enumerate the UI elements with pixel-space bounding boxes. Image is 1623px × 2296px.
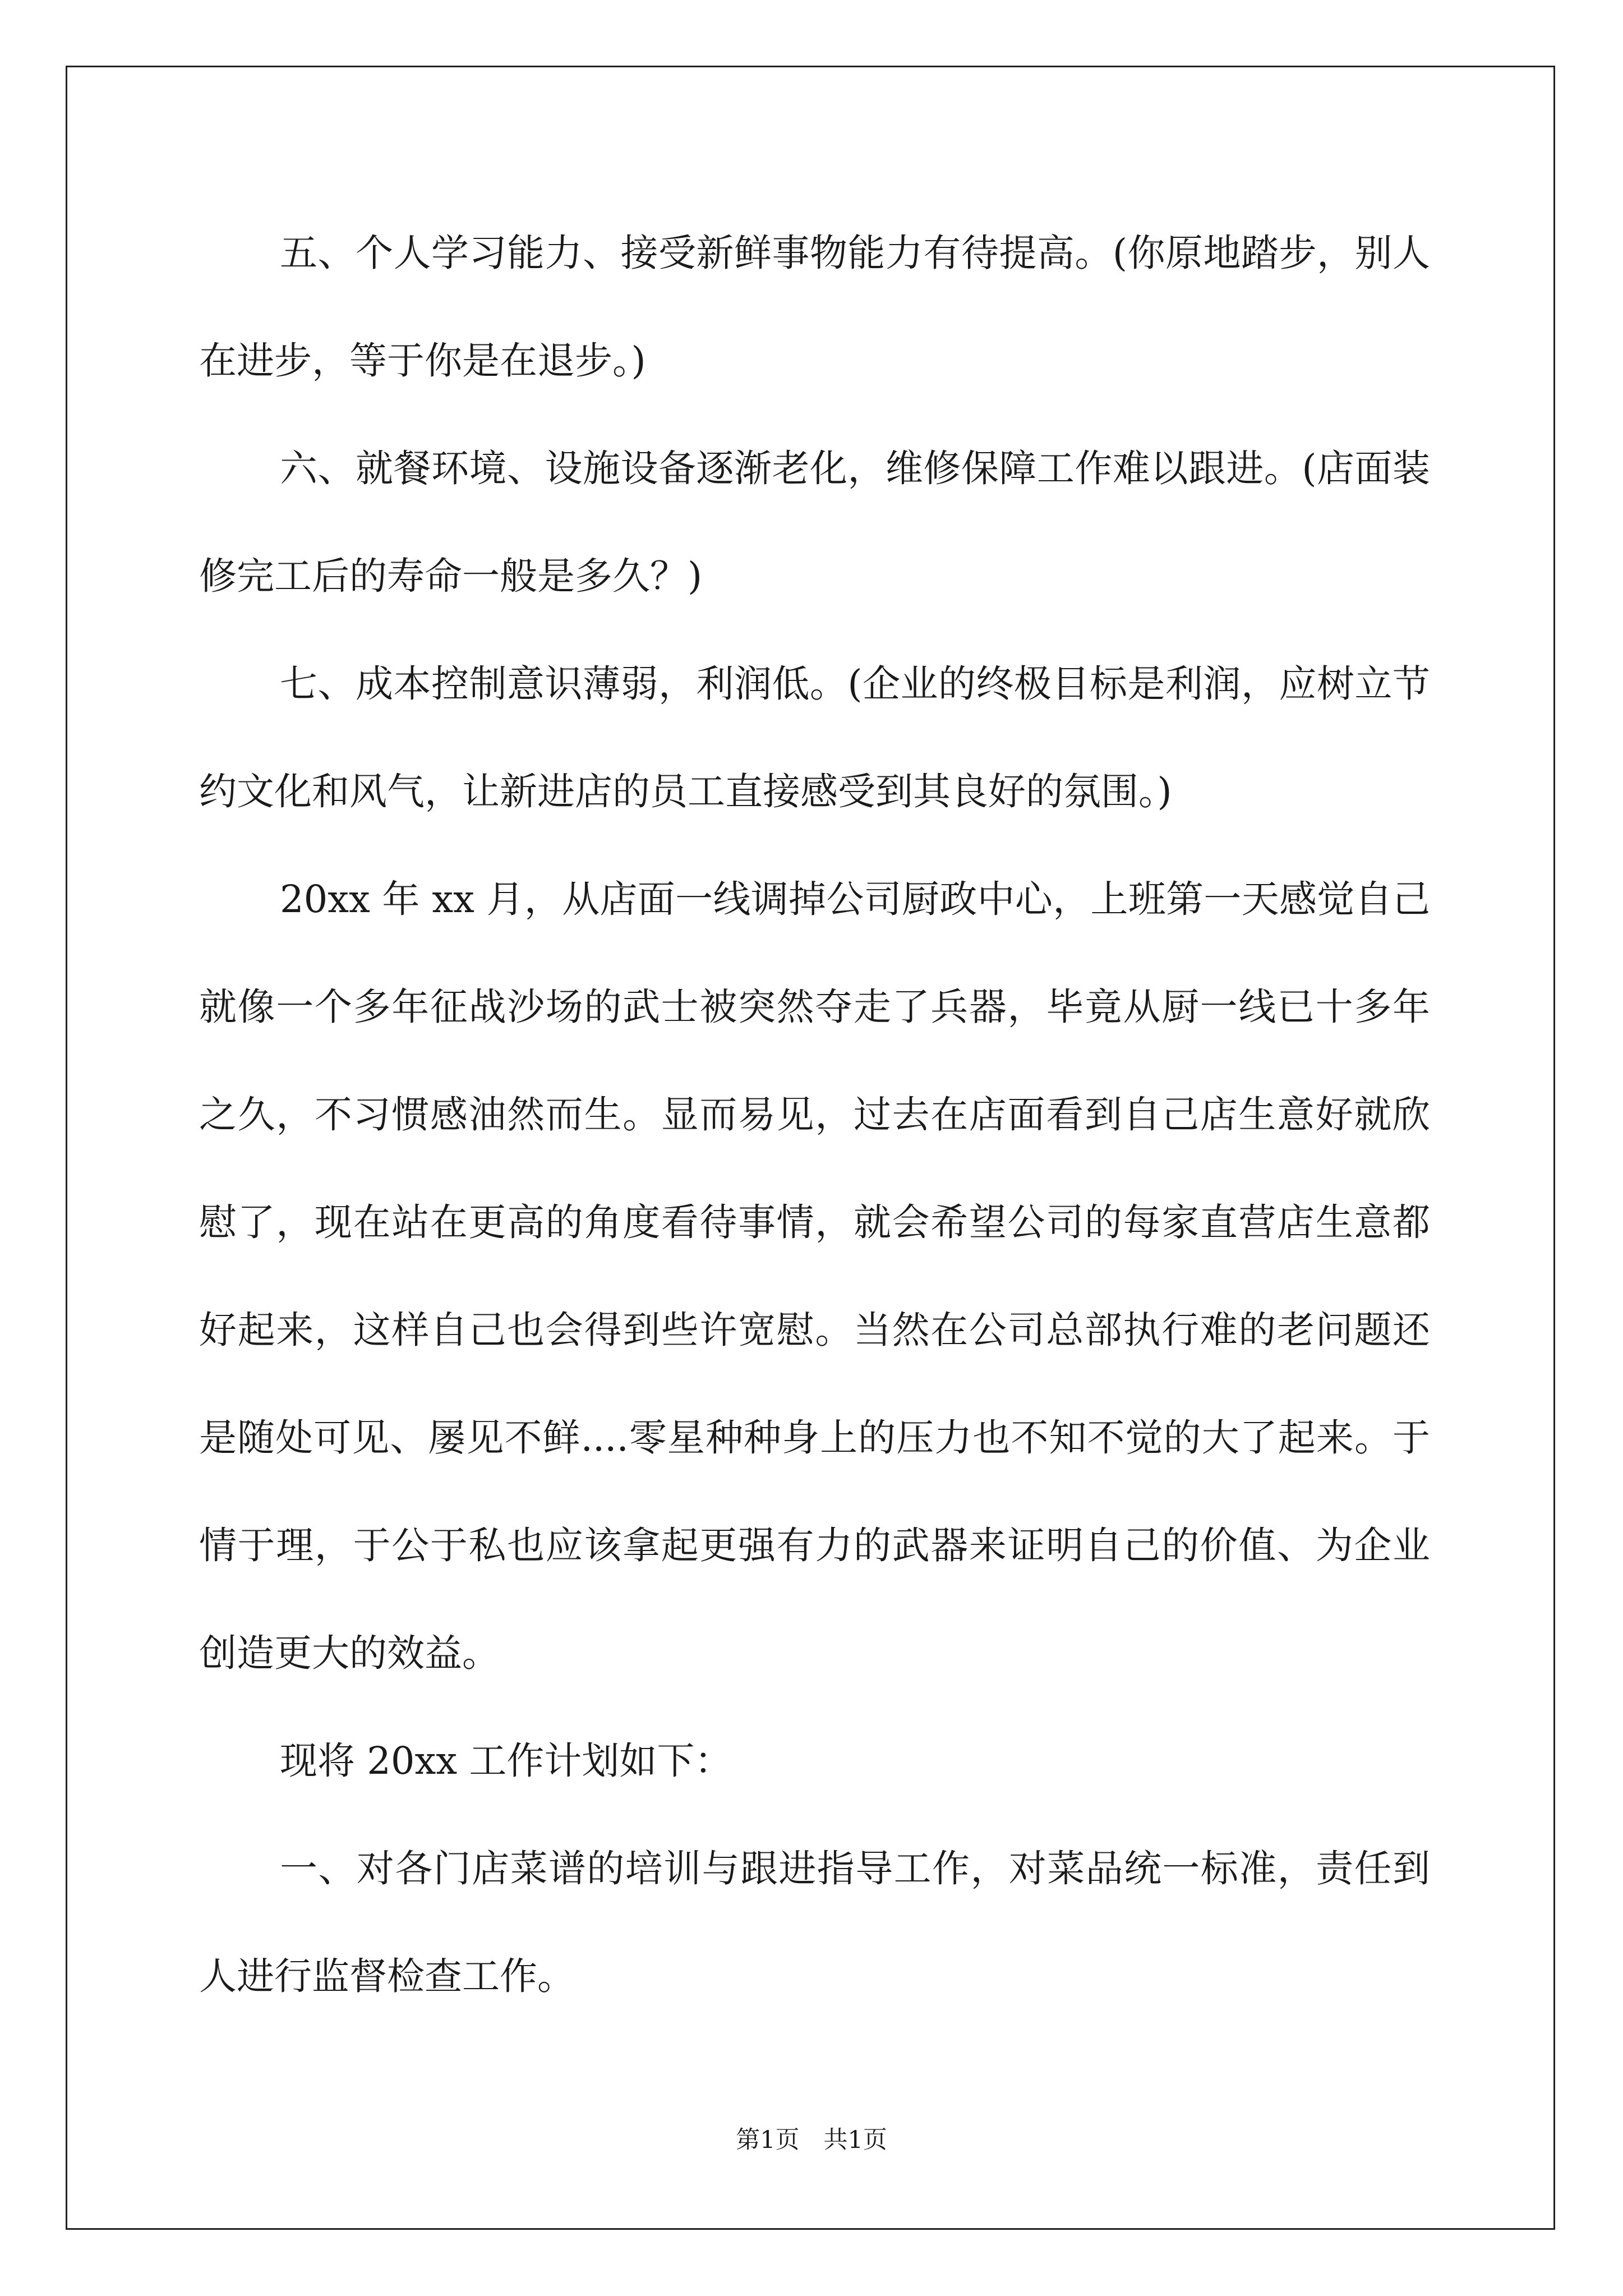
- paragraph-item-6: 六、就餐环境、设施设备逐渐老化，维修保障工作难以跟进。(店面装修完工后的寿命一般是多久？): [199, 447, 1430, 598]
- page-number-footer: 第1页 共1页: [736, 2126, 887, 2154]
- paragraph-item-5: 五、个人学习能力、接受新鲜事物能力有待提高。(你原地踏步，别人在进步，等于你是在退步。): [199, 231, 1430, 383]
- paragraph-plan-item-1: 一、对各门店菜谱的培训与跟进指导工作，对菜品统一标准，责任到人进行监督检查工作。: [199, 1847, 1430, 1998]
- paragraph-plan-intro: 现将 20xx 工作计划如下：: [280, 1739, 732, 1783]
- paragraph-narrative: 20xx 年 xx 月，从店面一线调掉公司厨政中心，上班第一天感觉自己就像一个多年征战沙场的武士被突然夺走了兵器，毕竟从厨一线已十多年之久，不习惯感油然而生。显而易见，过去在店面看到自己店生意好就欣慰了，现在站在更高的角度看待事情，就会希望公司的每家直营店生意都好起来，这样自己也会得到些许宽慰。当然在公司总部执行难的老问题还是随处可见、屡见不鲜....零星种种身上的压力也不知不觉的大了起来。于情于理，于公于私也应该拿起更强有力的武器来证明自己的价值、为企业创造更大的效益。: [199, 877, 1430, 1675]
- paragraph-item-7: 七、成本控制意识薄弱，利润低。(企业的终极目标是利润，应树立节约文化和风气，让新进店的员工直接感受到其良好的氛围。): [199, 662, 1430, 813]
- document-body: [199, 199, 1430, 2030]
